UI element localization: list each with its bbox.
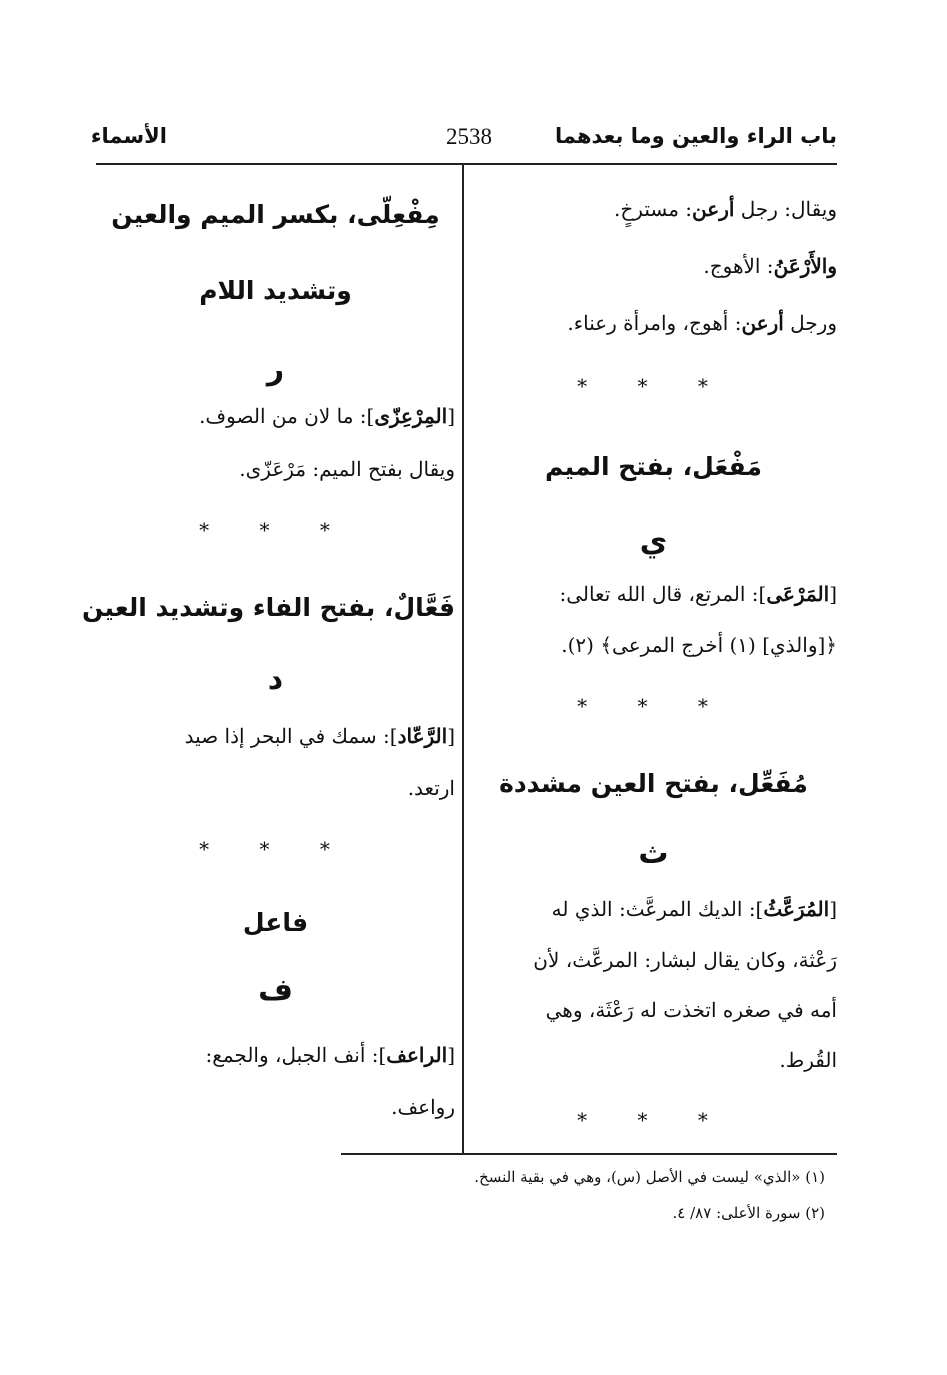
footnote-rule bbox=[341, 1153, 837, 1155]
separator-stars-right-3: * * * bbox=[577, 1108, 730, 1132]
footnote-2: (٢) سورة الأعلى: ٨٧/ ٤. bbox=[672, 1204, 825, 1222]
separator-stars-left-2: * * * bbox=[199, 837, 352, 861]
right-line-5: ﴿[والذي] (١) أخرج المرعى﴾ (٢). bbox=[561, 633, 837, 657]
left-line-5: [الراعف]: أنف الجبل، والجمع: bbox=[205, 1043, 455, 1067]
footnote-1: (١) «الذي» ليست في الأصل (س)، وهي في بقية النسخ. bbox=[474, 1168, 825, 1186]
right-line-1: ويقال: رجل أرعن: مسترخٍ. bbox=[614, 197, 837, 221]
running-title-right: باب الراء والعين وما بعدهما bbox=[555, 124, 837, 148]
left-heading-3: فاعل bbox=[242, 908, 309, 937]
left-letter-2: د bbox=[267, 662, 284, 697]
right-letter-2: ث bbox=[638, 836, 669, 871]
right-letter-1: ي bbox=[639, 524, 668, 559]
header-rule bbox=[96, 163, 837, 165]
left-heading-1-cont: وتشديد اللام bbox=[199, 276, 352, 305]
right-heading-1: مَفْعَل، بفتح الميم bbox=[545, 452, 762, 481]
left-heading-2: فَعَّالٌ، بفتح الفاء وتشديد العين bbox=[82, 593, 455, 622]
right-line-6: [المُرَعَّثُ]: الديك المرعَّث: الذي له bbox=[551, 897, 837, 921]
right-line-2: والأَرْعَنُ: الأهوج. bbox=[703, 254, 837, 278]
left-letter-3: ف bbox=[258, 973, 293, 1008]
right-line-7: رَعْثة، وكان يقال لبشار: المرعَّث، لأن bbox=[533, 948, 837, 972]
left-line-1: [المِرْعِزّى]: ما لان من الصوف. bbox=[199, 404, 455, 428]
separator-stars-right-2: * * * bbox=[577, 694, 730, 718]
running-title-left: الأسماء bbox=[90, 124, 167, 148]
left-line-6: رواعف. bbox=[391, 1095, 455, 1119]
left-line-2: ويقال بفتح الميم: مَرْعَزّى. bbox=[239, 457, 455, 481]
right-line-8: أمه في صغره اتخذت له رَعْثَة، وهي bbox=[545, 998, 837, 1022]
separator-stars-left-1: * * * bbox=[199, 518, 352, 542]
left-heading-1: مِفْعِلّى، بكسر الميم والعين bbox=[111, 200, 440, 229]
right-line-9: القُرط. bbox=[779, 1048, 837, 1072]
left-letter-1: ر bbox=[266, 352, 285, 387]
right-heading-2: مُفَعِّل، بفتح العين مشددة bbox=[499, 769, 808, 798]
right-line-4: [المَرْعَى]: المرتع، قال الله تعالى: bbox=[559, 582, 837, 606]
left-line-4: ارتعد. bbox=[407, 776, 455, 800]
column-divider bbox=[462, 165, 464, 1153]
left-line-3: [الرَّعّاد]: سمك في البحر إذا صيد bbox=[184, 724, 455, 748]
right-line-3: ورجل أرعن: أهوج، وامرأة رعناء. bbox=[567, 311, 837, 335]
separator-stars-right-1: * * * bbox=[577, 374, 730, 398]
page-number: 2538 bbox=[446, 124, 492, 149]
